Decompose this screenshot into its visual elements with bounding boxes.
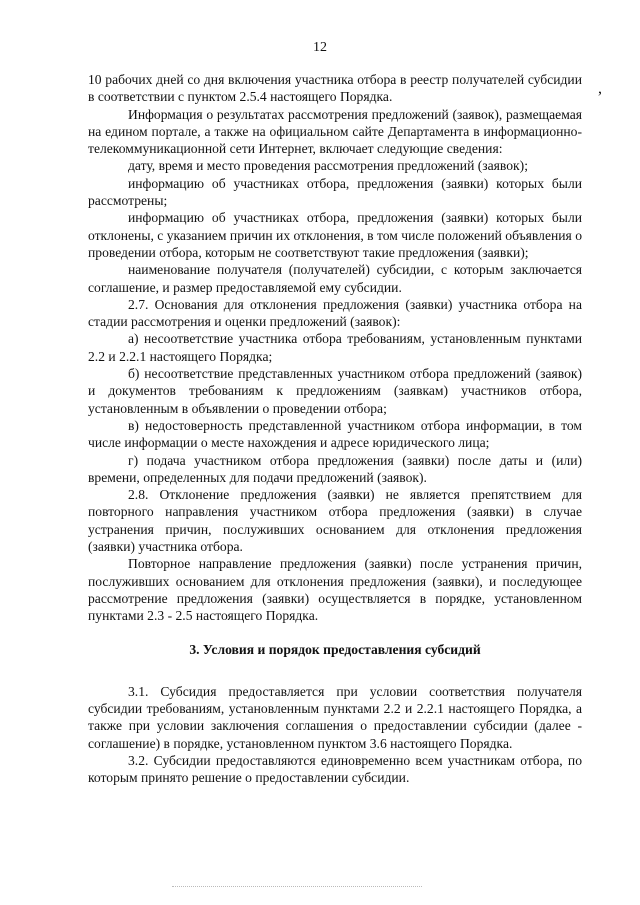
clause-2-8: 2.8. Отклонение предложения (заявки) не является препятствием для повторного направления участником отбора предложения (заявки) в случае устранения причин, послуживших основанием для отклонения предложения (заявки) участника отбора. (88, 487, 582, 555)
clause-item-b: б) несоответствие представленных участником отбора предложений (заявок) и документов требованиям к предложениям (заявкам) участников отбора, установленным в объявлении о проведении отбора; (88, 366, 582, 416)
scan-artifact (172, 886, 422, 889)
clause-item-g: г) подача участником отбора предложения (заявки) после даты и (или) времени, определенных для подачи предложений (заявок). (88, 452, 582, 485)
clause-item-a: а) несоответствие участника отбора требованиям, установленным пунктами 2.2 и 2.2.1 настоящего Порядка; (88, 331, 582, 364)
paragraph: Повторное направление предложения (заявки) после устранения причин, послуживших основанием для отклонения предложения (заявки), и последующее рассмотрение предложения (заявки) осуществляется в порядке, установленном пунктами 2.3 - 2.5 настоящего Порядка. (88, 556, 582, 624)
clause-item-v: в) недостоверность представленной участником отбора информации, в том числе информации о месте нахождения и адресе юридического лица; (88, 417, 582, 451)
document-body (88, 71, 582, 787)
paragraph-continuation: 10 рабочих дней со дня включения участника отбора в реестр получателей субсидии в соответствии с пунктом 2.5.4 настоящего Порядка. (88, 72, 582, 105)
list-item: наименование получателя (получателей) субсидии, с которым заключается соглашение, и размер предоставляемой ему субсидии. (88, 262, 582, 295)
list-item: информацию об участниках отбора, предложения (заявки) которых были рассмотрены; (88, 175, 582, 209)
clause-3-1: 3.1. Субсидия предоставляется при условии соответствия получателя субсидии требованиям, установленным пунктами 2.2 и 2.2.1 настоящего Порядка, а также при условии заключения соглашения о предоставлении субсидии (далее - соглашение) в порядке, установленном пунктом 3.6 настоящего Порядка. (88, 683, 582, 751)
paragraph: Информация о результатах рассмотрения предложений (заявок), размещаемая на едином портале, а также на официальном сайте Департамента в информационно-телекоммуникационной сети Интернет, включает следующие сведения: (88, 106, 582, 157)
page-number: 12 (313, 40, 327, 55)
list-item: информацию об участниках отбора, предложения (заявки) которых были отклонены, с указанием причин их отклонения, в том числе положений объявления о проведении отбора, которым не соответствуют такие предложения (заявки); (88, 210, 582, 260)
clause-2-7: 2.7. Основания для отклонения предложения (заявки) участника отбора на стадии рассмотрения и оценки предложений (заявок): (88, 296, 582, 330)
margin-mark: , (598, 80, 602, 97)
clause-3-2: 3.2. Субсидии предоставляются единовременно всем участникам отбора, по которым принято решение о предоставлении субсидии. (88, 752, 582, 786)
section-heading: 3. Условия и порядок предоставления субсидий (189, 641, 481, 657)
list-item: дату, время и место проведения рассмотрения предложений (заявок); (128, 158, 528, 174)
